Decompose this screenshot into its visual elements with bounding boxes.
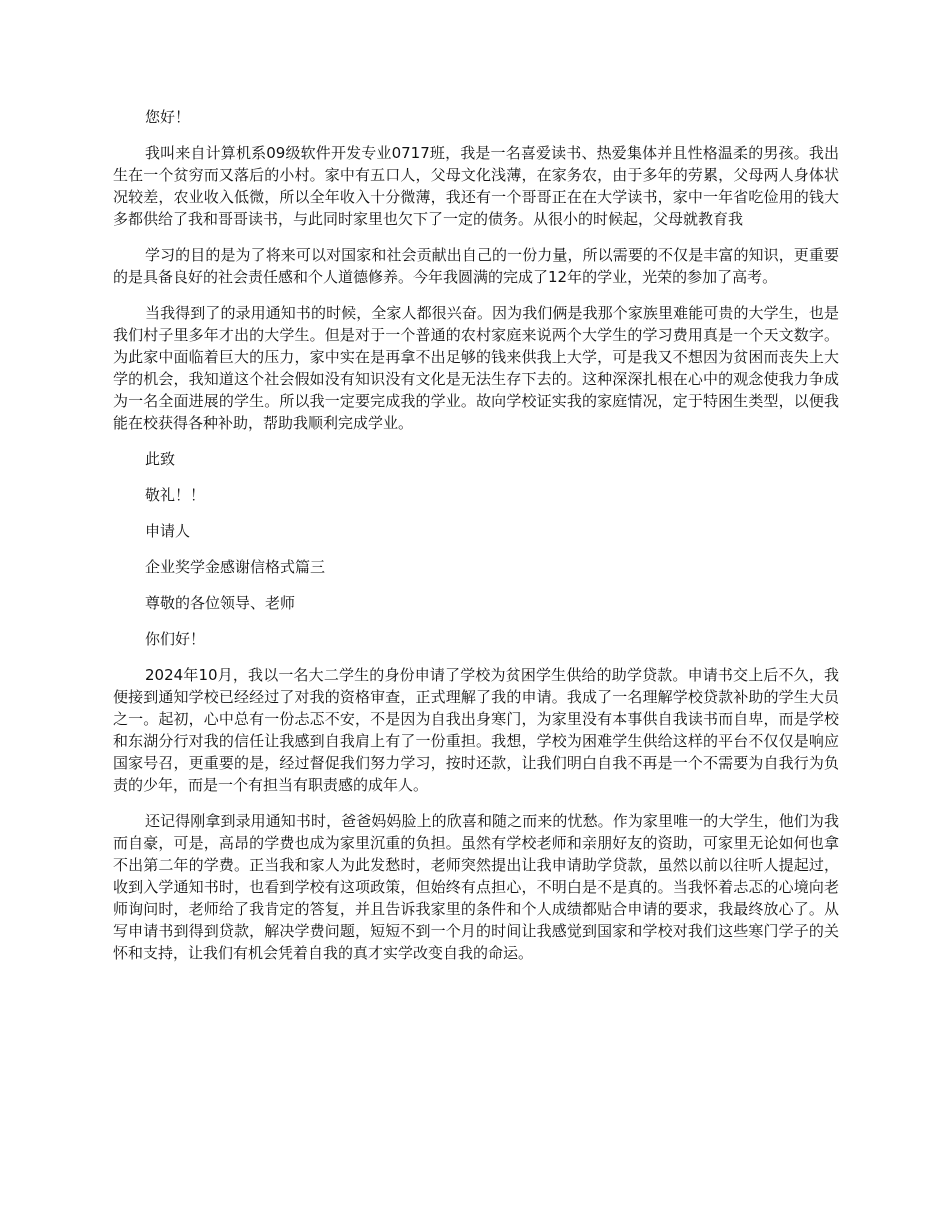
regards-line: 敬礼！！ — [145, 486, 206, 504]
loan-application-paragraph: 2024年10月，我以一名大二学生的身份申请了学校为贫困学生供给的助学贷款。申请书交上后不久，我便接到通知学校已经经过了对我的资格审查，正式理解了我的申请。我成了一名理解学校贷款补助的学生大员之一。起初，心中总有一份忐忑不安，不是因为自我出身寒门，为家里没有本事供自我读书而自卑，而是学校和东湖分行对我的信任让我感到自我肩上有了一份重担。我想，学校为困难学生供给这样的平台不仅仅是响应国家号召，更重要的是，经过督促我们努力学习，按时还款，让我们明白自我不再是一个不需要为自我行为负责的少年，而是一个有担当有职责感的成年人。 — [113, 666, 839, 794]
closing-line: 此致 — [145, 450, 176, 468]
study-purpose-paragraph: 学习的目的是为了将来可以对国家和社会贡献出自己的一份力量，所以需要的不仅是丰富的知识，更重要的是具备良好的社会责任感和个人道德修养。今年我圆满的完成了12年的学业，光荣的参加了高考。 — [113, 246, 839, 286]
admission-paragraph: 当我得到了的录用通知书的时候，全家人都很兴奋。因为我们俩是我那个家族里难能可贵的大学生，也是我们村子里多年才出的大学生。但是对于一个普通的农村家庭来说两个大学生的学习费用真是一个天文数字。为此家中面临着巨大的压力，家中实在是再拿不出足够的钱来供我上大学，可是我又不想因为贫困而丧失上大学的机会，我知道这个社会假如没有知识没有文化是无法生存下去的。这种深深扎根在心中的观念使我力争成为一名全面进展的学生。所以我一定要完成我的学业。故向学校证实我的家庭情况，定于特困生类型，以便我能在校获得各种补助，帮助我顺利完成学业。 — [113, 304, 839, 432]
salutation-line: 尊敬的各位领导、老师 — [145, 594, 296, 612]
letter-document — [113, 106, 839, 964]
memory-paragraph: 还记得刚拿到录用通知书时，爸爸妈妈脸上的欣喜和随之而来的忧愁。作为家里唯一的大学生，他们为我而自豪，可是，高昂的学费也成为家里沉重的负担。虽然有学校老师和亲朋好友的资助，可家里无论如何也拿不出第二年的学费。正当我和家人为此发愁时，老师突然提出让我申请助学贷款，虽然以前以往听人提起过，收到入学通知书时，也看到学校有这项政策，但始终有点担心，不明白是不是真的。当我怀着忐忑的心境向老师询问时，老师给了我肯定的答复，并且告诉我家里的条件和个人成绩都贴合申请的要求，我最终放心了。从写申请书到得到贷款，解决学费问题，短短不到一个月的时间让我感觉到国家和学校对我们这些寒门学子的关怀和支持，让我们有机会凭着自我的真才实学改变自我的命运。 — [113, 812, 839, 962]
greeting-line: 您好！ — [145, 108, 191, 126]
section-title: 企业奖学金感谢信格式篇三 — [145, 558, 326, 576]
intro-paragraph: 我叫来自计算机系09级软件开发专业0717班，我是一名喜爱读书、热爱集体并且性格温柔的男孩。我出生在一个贫穷而又落后的小村。家中有五口人，父母文化浅薄，在家务农，由于多年的劳累，父母两人身体状况较差，农业收入低微，所以全年收入十分微薄，我还有一个哥哥正在在大学读书，家中一年省吃俭用的钱大多都供给了我和哥哥读书，与此同时家里也欠下了一定的债务。从很小的时候起，父母就教育我 — [113, 144, 839, 228]
applicant-line: 申请人 — [145, 522, 191, 540]
greeting-line-2: 你们好！ — [145, 630, 206, 648]
